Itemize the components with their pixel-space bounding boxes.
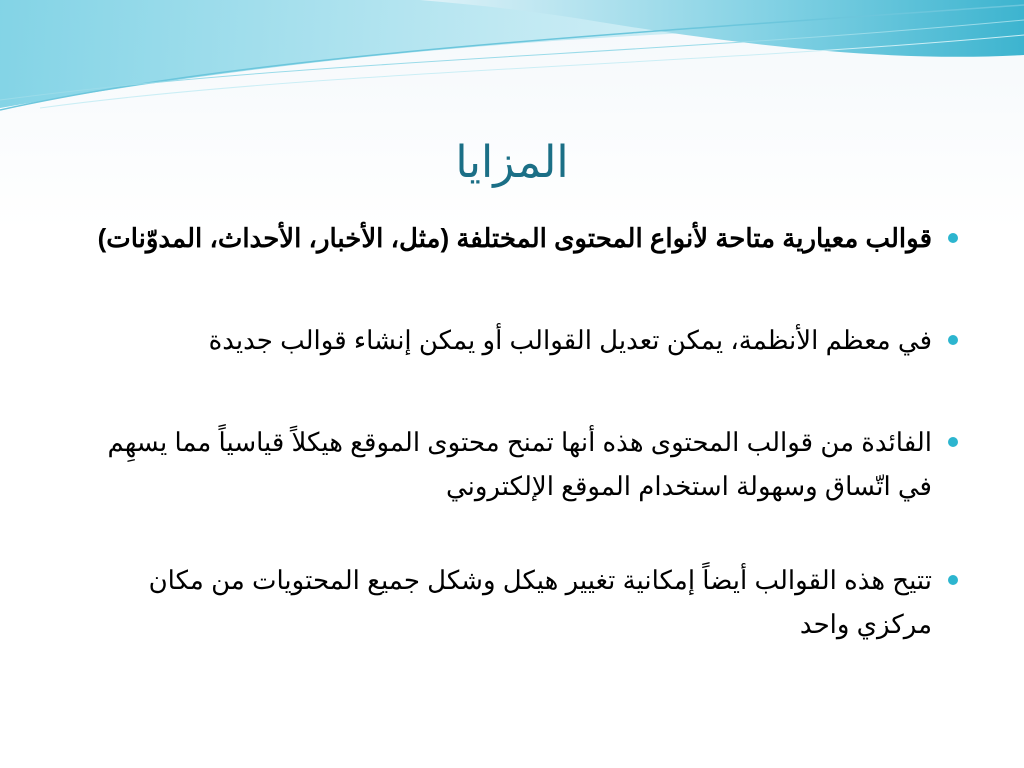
- bullet-dot-icon: [948, 437, 958, 447]
- bullet-item: [88, 318, 962, 362]
- bullet-item: [88, 558, 962, 646]
- decorative-wave-header: [0, 0, 1024, 120]
- bullet-item: [88, 420, 962, 508]
- bullet-list: [88, 216, 962, 646]
- bullet-text: تتيح هذه القوالب أيضاً إمكانية تغيير هيكل وشكل جميع المحتويات من مكان مركزي واحد: [148, 565, 932, 639]
- bullet-text: الفائدة من قوالب المحتوى هذه أنها تمنح محتوى الموقع هيكلاً قياسياً مما يسهِم في اتّساق وسهولة استخدام الموقع الإلكتروني: [107, 427, 932, 501]
- bullet-dot-icon: [948, 575, 958, 585]
- slide-title: المزايا: [455, 137, 569, 188]
- bullet-dot-icon: [948, 233, 958, 243]
- bullet-dot-icon: [948, 335, 958, 345]
- bullet-text: قوالب معيارية متاحة لأنواع المحتوى المختلفة (مثل، الأخبار، الأحداث، المدوّنات): [97, 223, 932, 253]
- bullet-item: [88, 216, 962, 260]
- bullet-text: في معظم الأنظمة، يمكن تعديل القوالب أو يمكن إنشاء قوالب جديدة: [208, 325, 932, 355]
